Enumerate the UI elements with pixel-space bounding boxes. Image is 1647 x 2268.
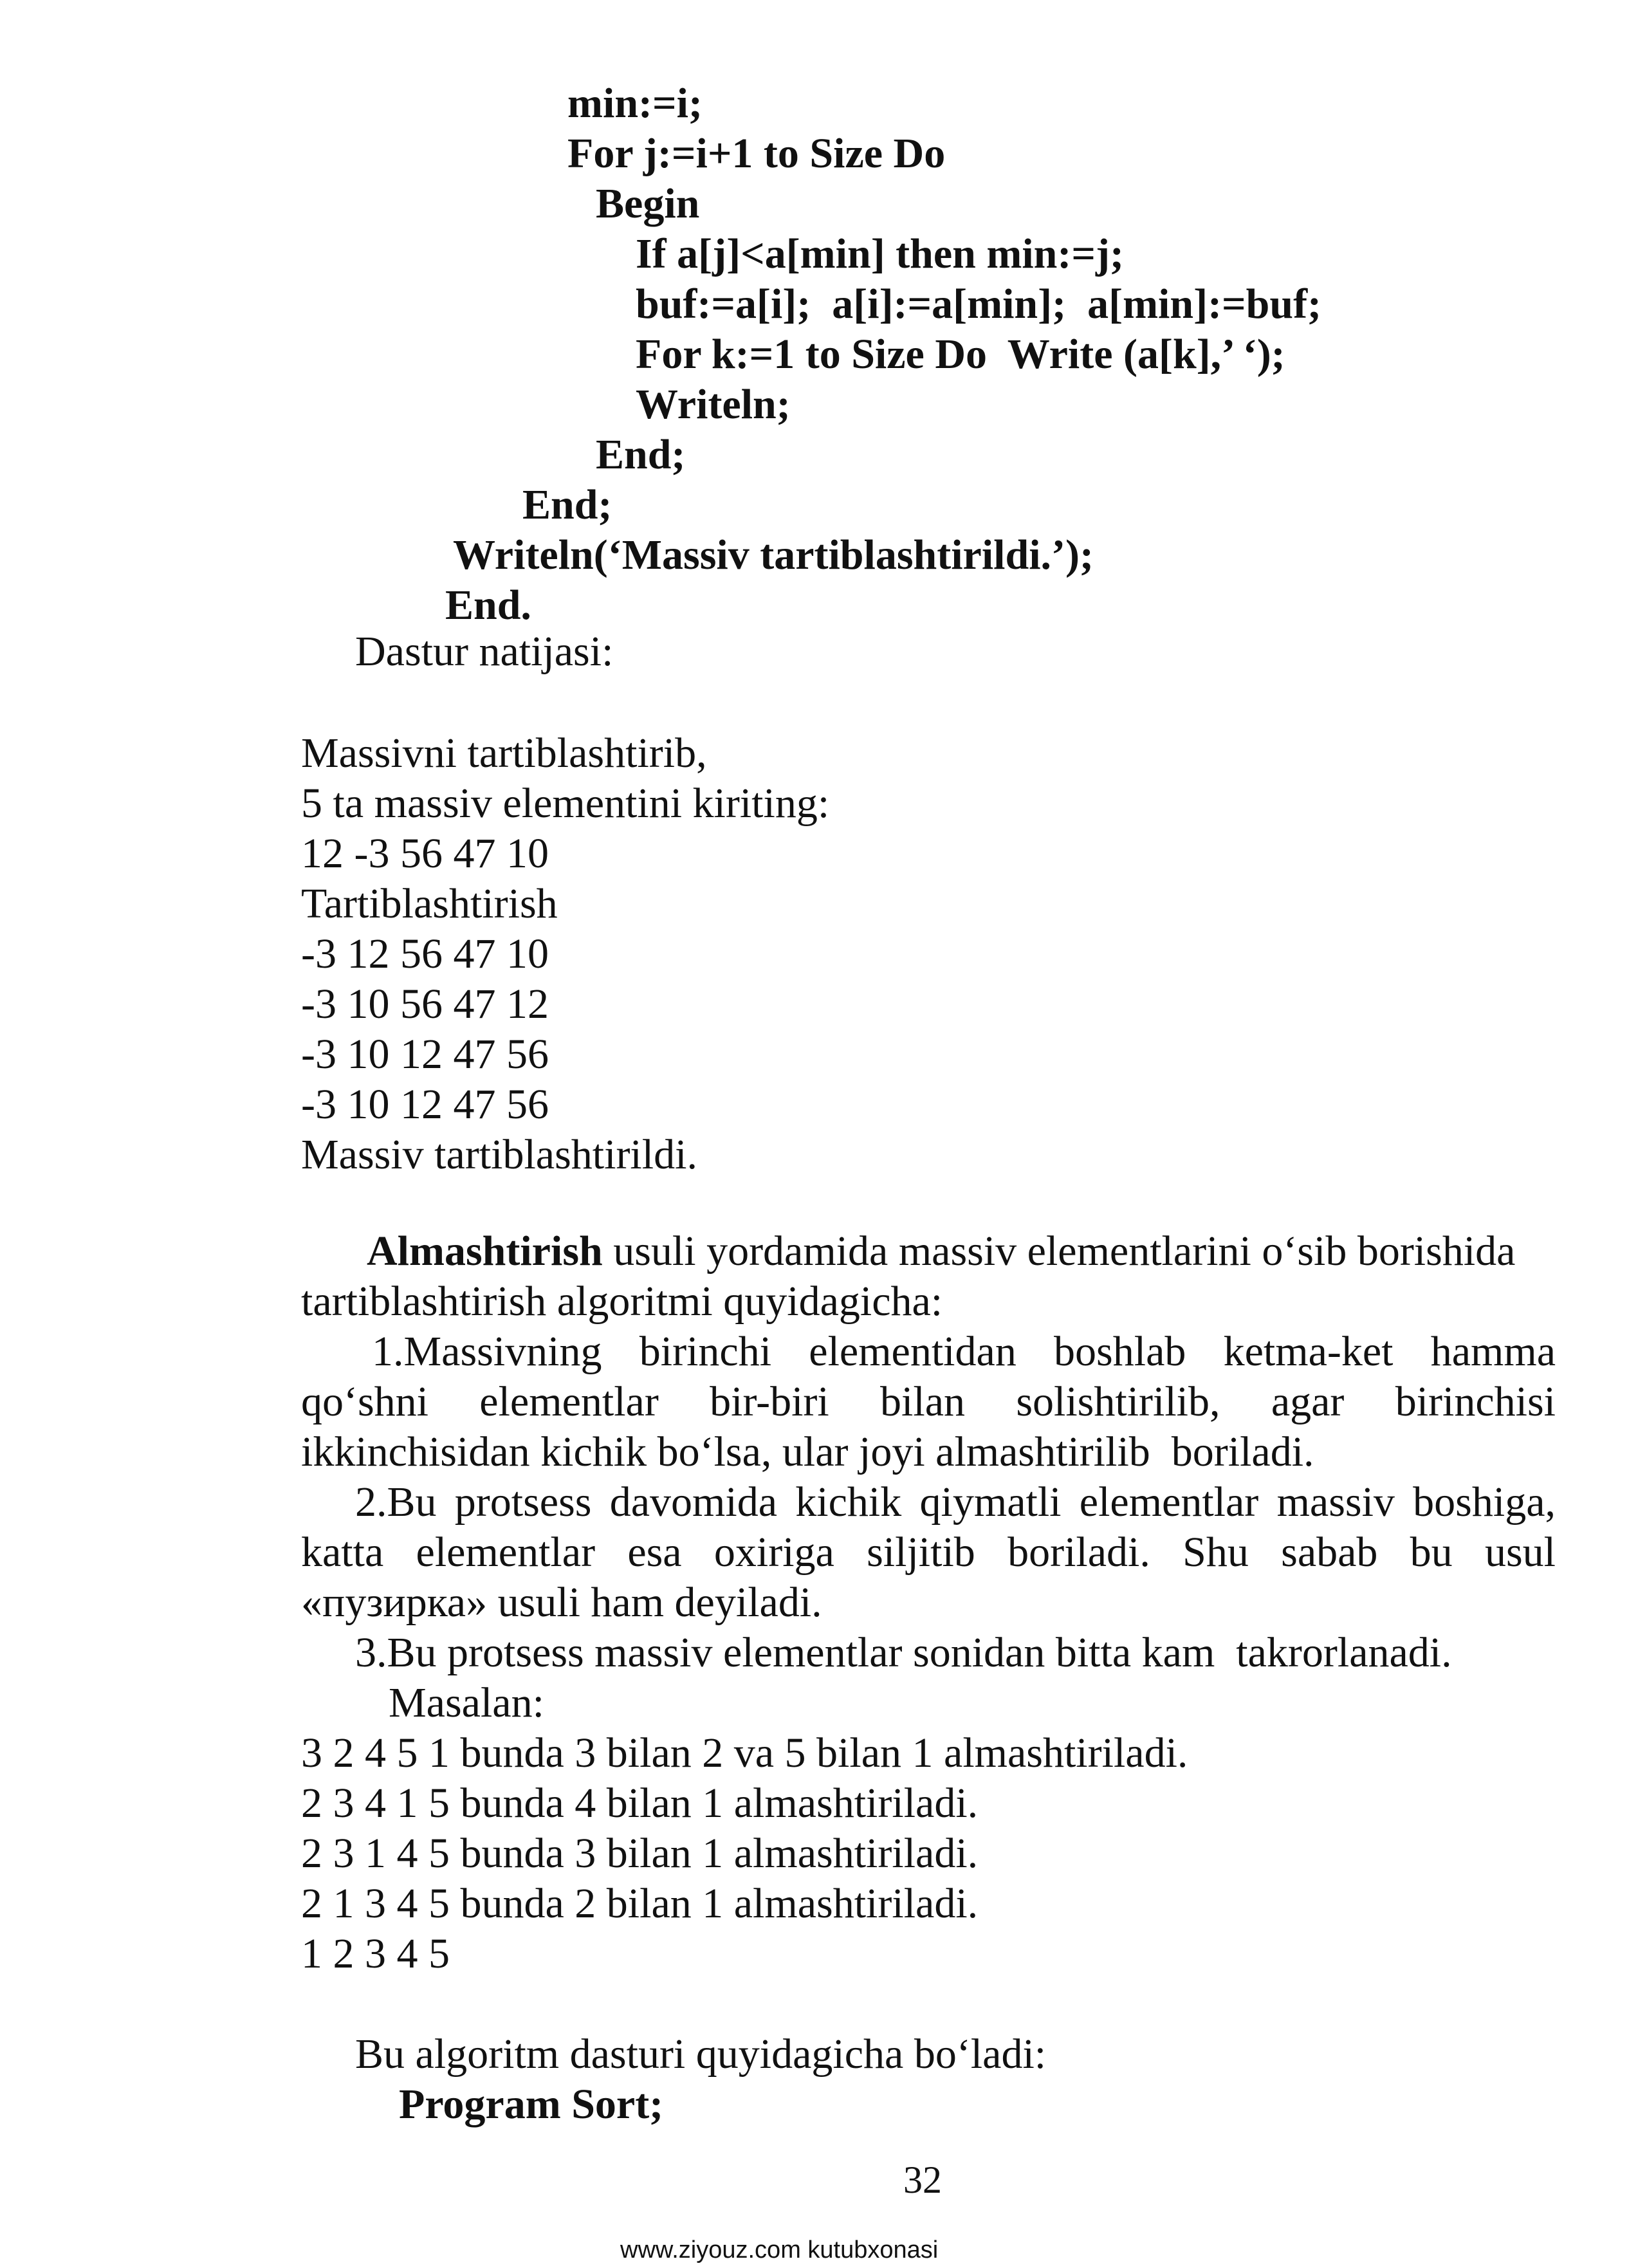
code-line: For k:=1 to Size Do Write (a[k],’ ‘); <box>636 331 1285 378</box>
footer-url: www.ziyouz.com kutubxonasi <box>620 2236 939 2263</box>
paragraph-line: Almashtirish usuli yordamida massiv elementlarini o‘sib borishida <box>367 1228 1516 1275</box>
example-line: 3 2 4 5 1 bunda 3 bilan 2 va 5 bilan 1 almashtiriladi. <box>301 1729 1188 1776</box>
step-line: 3.Bu protsess massiv elementlar sonidan bitta kam takrorlanadi. <box>355 1629 1452 1676</box>
step-line: 2.Bu protsess davomida kichik qiymatli elementlar massiv boshiga, <box>355 1479 1556 1526</box>
output-line: -3 10 56 47 12 <box>301 981 549 1028</box>
output-line: Massiv tartiblashtirildi. <box>301 1131 697 1178</box>
example-line: 2 3 1 4 5 bunda 3 bilan 1 almashtiriladi. <box>301 1830 979 1877</box>
output-line: 5 ta massiv elementini kiriting: <box>301 780 830 827</box>
output-line: 12 -3 56 47 10 <box>301 830 549 877</box>
code-line: Writeln(‘Massiv tartiblashtirildi.’); <box>453 531 1094 578</box>
step-line: «пузирка» usuli ham deyiladi. <box>301 1579 822 1626</box>
code-line: End; <box>596 431 686 478</box>
code-line: If a[j]<a[min] then min:=j; <box>636 230 1124 277</box>
example-line: 2 1 3 4 5 bunda 2 bilan 1 almashtiriladi. <box>301 1880 979 1927</box>
step-line: katta elementlar esa oxiriga siljitib boriladi. Shu sabab bu usul <box>301 1529 1556 1576</box>
output-line: -3 10 12 47 56 <box>301 1081 549 1128</box>
code-line: End. <box>445 582 531 629</box>
result-heading: Dastur natijasi: <box>355 628 614 675</box>
example-line: 2 3 4 1 5 bunda 4 bilan 1 almashtiriladi. <box>301 1780 979 1827</box>
paragraph-line: tartiblashtirish algoritmi quyidagicha: <box>301 1278 943 1325</box>
code-line: buf:=a[i]; a[i]:=a[min]; a[min]:=buf; <box>636 281 1322 327</box>
output-line: -3 10 12 47 56 <box>301 1031 549 1078</box>
code-line: For j:=i+1 to Size Do <box>567 130 946 177</box>
bold-term: Almashtirish <box>367 1228 603 1275</box>
page-number: 32 <box>903 2159 942 2201</box>
output-line: Tartiblashtirish <box>301 880 558 927</box>
output-line: Massivni tartiblashtirib, <box>301 730 707 777</box>
output-line: -3 12 56 47 10 <box>301 930 549 977</box>
code-line: min:=i; <box>567 80 703 127</box>
code-line: End; <box>522 481 612 528</box>
program-intro: Bu algoritm dasturi quyidagicha bo‘ladi: <box>355 2031 1047 2078</box>
example-line: 1 2 3 4 5 <box>301 1930 450 1977</box>
code-line: Writeln; <box>636 381 791 428</box>
code-line: Program Sort; <box>399 2081 664 2128</box>
example-label: Masalan: <box>389 1679 544 1726</box>
code-line: Begin <box>596 180 700 227</box>
step-line: ikkinchisidan kichik bo‘lsa, ular joyi almashtirilib boriladi. <box>301 1428 1314 1475</box>
step-line: qo‘shni elementlar bir-biri bilan solishtirilib, agar birinchisi <box>301 1378 1556 1425</box>
step-line: 1.Massivning birinchi elementidan boshlab ketma-ket hamma <box>372 1328 1556 1375</box>
